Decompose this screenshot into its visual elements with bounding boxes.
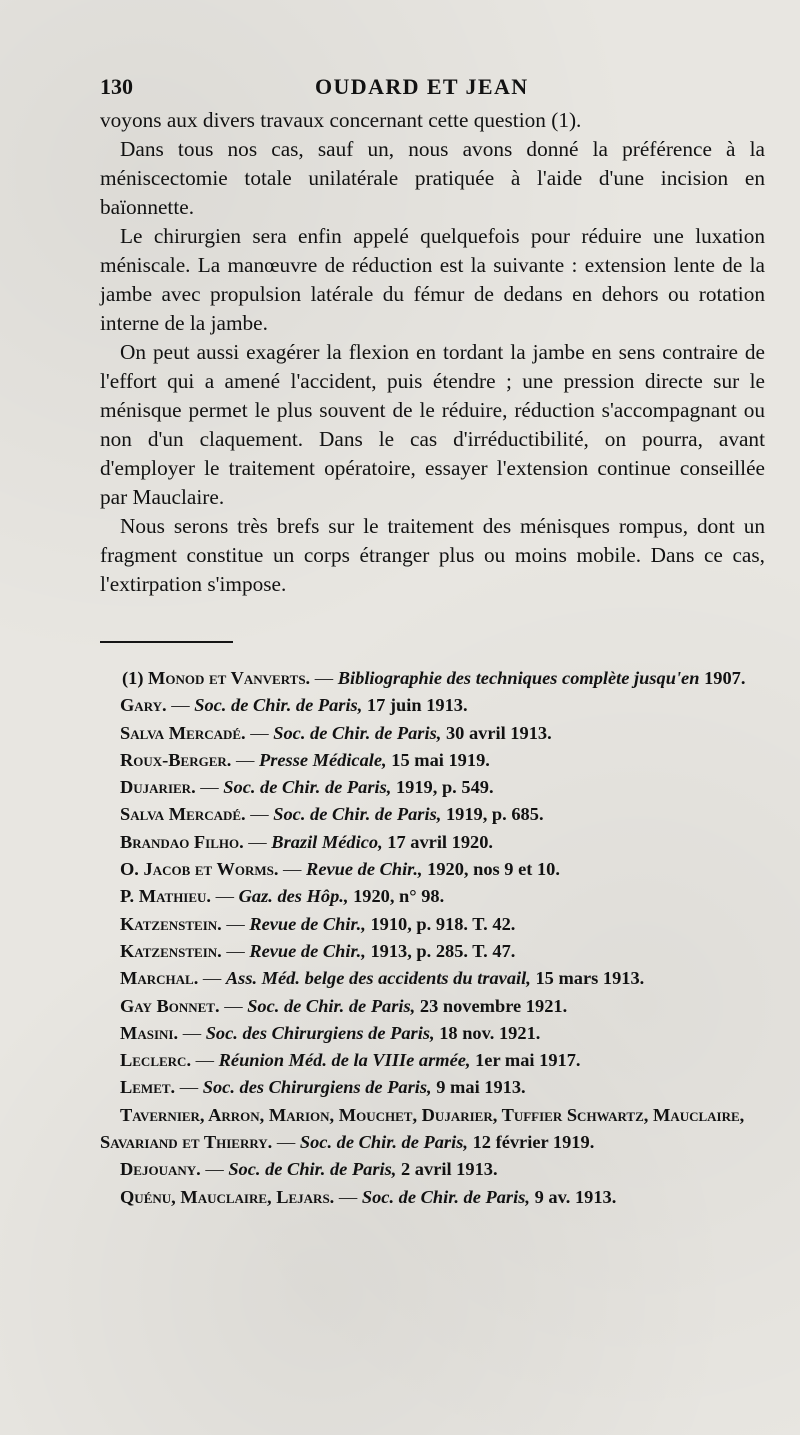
- paragraph: voyons aux divers travaux concernant cette question (1).: [100, 108, 582, 132]
- running-head: OUDARD ET JEAN: [315, 74, 529, 99]
- footnote: Salva Mercadé. — Soc. de Chir. de Paris, 30 avril 1913.: [120, 722, 552, 743]
- main-text: [100, 106, 765, 599]
- footnote-authors: Quénu, Mauclaire, Lejars.: [120, 1186, 335, 1207]
- footnote-authors: Gary.: [120, 695, 167, 716]
- footnote-authors: Katzenstein.: [120, 913, 222, 934]
- footnote-authors: Salva Mercadé.: [120, 722, 246, 743]
- footnote-details: 9 mai 1913.: [436, 1077, 526, 1098]
- footnote: Leclerc. — Réunion Méd. de la VIIIe armée, 1er mai 1917.: [120, 1050, 581, 1071]
- footnote-details: 1920, nos 9 et 10.: [427, 859, 560, 880]
- footnote-authors: Brandao Filho.: [120, 831, 244, 852]
- footnote-source: Brazil Médico,: [271, 831, 383, 852]
- footnote-authors: Roux-Berger.: [120, 749, 232, 770]
- footnote-authors: Salva Mercadé.: [120, 804, 246, 825]
- footnote: Roux-Berger. — Presse Médicale, 15 mai 1919.: [120, 749, 490, 770]
- footnote-details: 1919, p. 549.: [395, 777, 494, 798]
- footnote: Dujarier. — Soc. de Chir. de Paris, 1919, p. 549.: [120, 777, 494, 798]
- footnote-source: Revue de Chir.,: [306, 859, 423, 880]
- footnote-source: Bibliographie des techniques complète jusqu'en: [337, 668, 700, 688]
- paragraph: On peut aussi exagérer la flexion en tordant la jambe en sens contraire de l'effort qui a amené l'accident, puis étendre ; une pression directe sur le ménisque permet le plus souvent de le réduire, réduction s'accompagnant ou non d'un claquement. Dans le cas d'irréductibilité, on pourra, avant d'employer le traitement opératoire, essayer l'extension continue conseillée par Mauclaire.: [100, 340, 765, 509]
- footnote: Brandao Filho. — Brazil Médico, 17 avril 1920.: [120, 831, 494, 852]
- footnote: Tavernier, Arron, Marion, Mouchet, Dujarier, Tuffier Schwartz, Mauclaire, Savariand et Thierry. — Soc. de Chir. de Paris, 12 février 1919.: [100, 1104, 745, 1153]
- footnote-source: Gaz. des Hôp.,: [238, 886, 349, 907]
- footnote-authors: Tavernier, Arron, Marion, Mouchet, Dujarier, Tuffier Schwartz, Mauclaire, Savariand et Thierry.: [100, 1104, 745, 1153]
- footnote-authors: Dejouany.: [120, 1159, 201, 1180]
- footnote-details: 1920, n° 98.: [353, 886, 445, 907]
- footnote-source: Soc. de Chir. de Paris,: [223, 777, 392, 798]
- footnote: P. Mathieu. — Gaz. des Hôp., 1920, n° 98.: [120, 886, 445, 907]
- footnote: Salva Mercadé. — Soc. de Chir. de Paris, 1919, p. 685.: [120, 804, 544, 825]
- footnote-authors: (1) Monod et Vanverts.: [122, 668, 311, 688]
- footnote-authors: Dujarier.: [120, 777, 196, 798]
- footnote-authors: P. Mathieu.: [120, 886, 212, 907]
- footnote-details: 15 mars 1913.: [535, 968, 645, 989]
- footnote: (1) Monod et Vanverts. — Bibliographie des techniques complète jusqu'en 1907.: [122, 668, 746, 688]
- footnote-details: 1er mai 1917.: [475, 1050, 581, 1071]
- footnote-source: Soc. de Chir. de Paris,: [247, 995, 416, 1016]
- footnote-details: 30 avril 1913.: [445, 722, 552, 743]
- footnote-details: 17 juin 1913.: [366, 695, 468, 716]
- footnote-source: Soc. de Chir. de Paris,: [273, 722, 442, 743]
- footnote-authors: Lemet.: [120, 1077, 176, 1098]
- footnotes-list: [100, 665, 765, 1211]
- footnote-source: Soc. de Chir. de Paris,: [194, 695, 363, 716]
- footnote-source: Soc. de Chir. de Paris,: [361, 1186, 530, 1207]
- footnote-authors: O. Jacob et Worms.: [120, 859, 279, 880]
- footnote-details: 17 avril 1920.: [387, 831, 494, 852]
- footnote-details: 1913, p. 285. T. 47.: [370, 940, 516, 961]
- footnote-authors: Katzenstein.: [120, 940, 222, 961]
- footnote-details: 9 av. 1913.: [534, 1186, 617, 1207]
- footnote-details: 23 novembre 1921.: [419, 995, 568, 1016]
- footnote-source: Presse Médicale,: [258, 749, 387, 770]
- footnote: O. Jacob et Worms. — Revue de Chir., 1920, nos 9 et 10.: [120, 859, 560, 880]
- footnote-authors: Leclerc.: [120, 1050, 192, 1071]
- footnote-rule: [100, 641, 233, 643]
- footnote-authors: Gay Bonnet.: [120, 995, 220, 1016]
- footnote-details: 1907.: [704, 668, 746, 688]
- page-number: 130: [100, 74, 133, 99]
- footnote: Dejouany. — Soc. de Chir. de Paris, 2 avril 1913.: [120, 1159, 498, 1180]
- footnote: Lemet. — Soc. des Chirurgiens de Paris, 9 mai 1913.: [120, 1077, 526, 1098]
- footnote-source: Soc. des Chirurgiens de Paris,: [202, 1077, 432, 1098]
- paragraph: Le chirurgien sera enfin appelé quelquefois pour réduire une luxation méniscale. La manœuvre de réduction est la suivante : extension lente de la jambe avec propulsion latérale du fémur de dedans en dehors ou rotation interne de la jambe.: [100, 224, 765, 335]
- footnote-details: 18 nov. 1921.: [439, 1022, 541, 1043]
- paragraph: Nous serons très brefs sur le traitement des ménisques rompus, dont un fragment constitue un corps étranger plus ou moins mobile. Dans ce cas, l'extirpation s'impose.: [100, 514, 765, 596]
- footnote-details: 12 février 1919.: [472, 1132, 595, 1153]
- footnote-source: Ass. Méd. belge des accidents du travail,: [225, 968, 531, 989]
- footnote: Marchal. — Ass. Méd. belge des accidents du travail, 15 mars 1913.: [120, 968, 645, 989]
- footnote-source: Soc. de Chir. de Paris,: [299, 1132, 468, 1153]
- footnote: Katzenstein. — Revue de Chir., 1910, p. 918. T. 42.: [120, 913, 516, 934]
- footnote: Quénu, Mauclaire, Lejars. — Soc. de Chir. de Paris, 9 av. 1913.: [120, 1186, 617, 1207]
- book-page: [100, 70, 765, 1211]
- page-header: [100, 70, 765, 106]
- footnote-details: 2 avril 1913.: [401, 1159, 498, 1180]
- footnote: Katzenstein. — Revue de Chir., 1913, p. 285. T. 47.: [120, 940, 516, 961]
- footnote-details: 15 mai 1919.: [391, 749, 490, 770]
- footnote-authors: Masini.: [120, 1022, 179, 1043]
- footnote: Gay Bonnet. — Soc. de Chir. de Paris, 23 novembre 1921.: [120, 995, 568, 1016]
- paragraph: Dans tous nos cas, sauf un, nous avons donné la préférence à la méniscectomie totale unilatérale pratiquée à l'aide d'une incision en baïonnette.: [100, 137, 765, 219]
- footnote-authors: Marchal.: [120, 968, 199, 989]
- footnote-details: 1919, p. 685.: [445, 804, 544, 825]
- footnote-source: Réunion Méd. de la VIIIe armée,: [218, 1050, 471, 1071]
- footnote-source: Soc. de Chir. de Paris,: [273, 804, 442, 825]
- footnote-details: 1910, p. 918. T. 42.: [370, 913, 516, 934]
- footnote-source: Revue de Chir.,: [249, 913, 366, 934]
- footnote: Gary. — Soc. de Chir. de Paris, 17 juin 1913.: [120, 695, 468, 716]
- footnote: Masini. — Soc. des Chirurgiens de Paris, 18 nov. 1921.: [120, 1022, 541, 1043]
- footnote-source: Soc. des Chirurgiens de Paris,: [205, 1022, 435, 1043]
- footnote-source: Revue de Chir.,: [249, 940, 366, 961]
- footnote-source: Soc. de Chir. de Paris,: [228, 1159, 397, 1180]
